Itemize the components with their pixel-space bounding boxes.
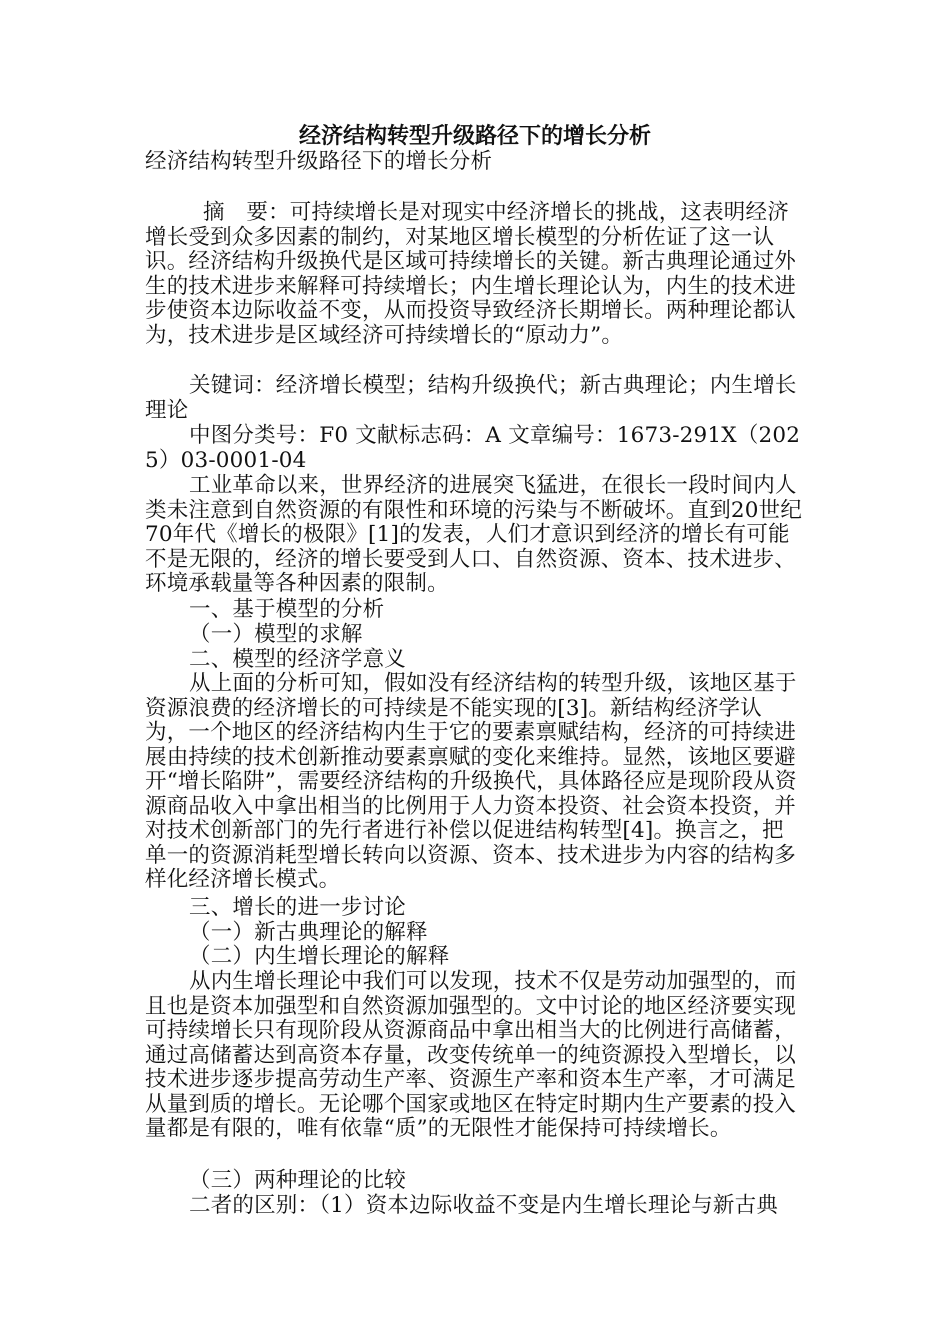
section-3-paragraph: 从内生增长理论中我们可以发现，技术不仅是劳动加强型的，而且也是资本加强型和自然资源加强型的。文中讨论的地区经济要实现可持续增长只有现阶段从资源商品中拿出相当大的比例进行高储蓄，通过高储蓄达到高资本存量，改变传统单一的纯资源投入型增长，以技术进步逐步提高劳动生产率、资源生产率和资本生产率，才可满足从量到质的增长。无论哪个国家或地区在特定时期内生产要素的投入量都是有限的，唯有依靠“质”的无限性才能保持可持续增长。 <box>145 969 797 1141</box>
keywords-paragraph: 关键词：经济增长模型；结构升级换代；新古典理论；内生增长理论 <box>145 373 797 423</box>
section-2-paragraph: 从上面的分析可知，假如没有经济结构的转型升级，该地区基于资源浪费的经济增长的可持续是不能实现的[3]。新结构经济学认为，一个地区的经济结构内生于它的要素禀赋结构，经济的可持续进展由持续的技术创新推动要素禀赋的变化来维持。显然，该地区要避开“增长陷阱”，需要经济结构的升级换代，具体路径应是现阶段从资源商品收入中拿出相当的比例用于人力资本投资、社会资本投资，并对技术创新部门的先行者进行补偿以促进结构转型[4]。换言之，把单一的资源消耗型增长转向以资源、资本、技术进步为内容的结构多样化经济增长模式。 <box>145 671 797 892</box>
classification-line: 中图分类号：F0 文献标志码：A 文章编号：1673-291X（2025）03-0001-04 <box>145 423 801 473</box>
section-heading-1: 一、基于模型的分析 <box>189 597 385 622</box>
abstract-paragraph: 摘 要：可持续增长是对现实中经济增长的挑战，这表明经济增长受到众多因素的制约，对某地区增长模型的分析佐证了这一认识。经济结构升级换代是区域可持续增长的关键。新古典理论通过外生的技术进步来解释可持续增长；内生增长理论认为，内生的技术进步使资本边际收益不变，从而投资导致经济长期增长。两种理论都认为，技术进步是区域经济可持续增长的“原动力”。 <box>145 200 797 348</box>
intro-paragraph: 工业革命以来，世界经济的进展突飞猛进，在很长一段时间内人类未注意到自然资源的有限性和环境的污染与不断破坏。直到20世纪70年代《增长的极限》[1]的发表，人们才意识到经济的增长有可能不是无限的，经济的增长要受到人口、自然资源、资本、技术进步、环境承载量等各种因素的限制。 <box>145 473 803 596</box>
subsection-heading-3-2: （二）内生增长理论的解释 <box>189 944 450 969</box>
section-heading-2: 二、模型的经济学意义 <box>189 647 407 672</box>
section-heading-3: 三、增长的进一步讨论 <box>189 895 407 920</box>
document-subtitle: 经济结构转型升级路径下的增长分析 <box>145 149 493 174</box>
subsection-heading-1-1: （一）模型的求解 <box>189 622 363 647</box>
document-title: 经济结构转型升级路径下的增长分析 <box>298 124 651 149</box>
subsection-heading-3-1: （一）新古典理论的解释 <box>189 920 428 945</box>
section-3-3-paragraph: 二者的区别：（1）资本边际收益不变是内生增长理论与新古典 <box>189 1193 779 1218</box>
subsection-heading-3-3: （三）两种理论的比较 <box>189 1168 407 1193</box>
